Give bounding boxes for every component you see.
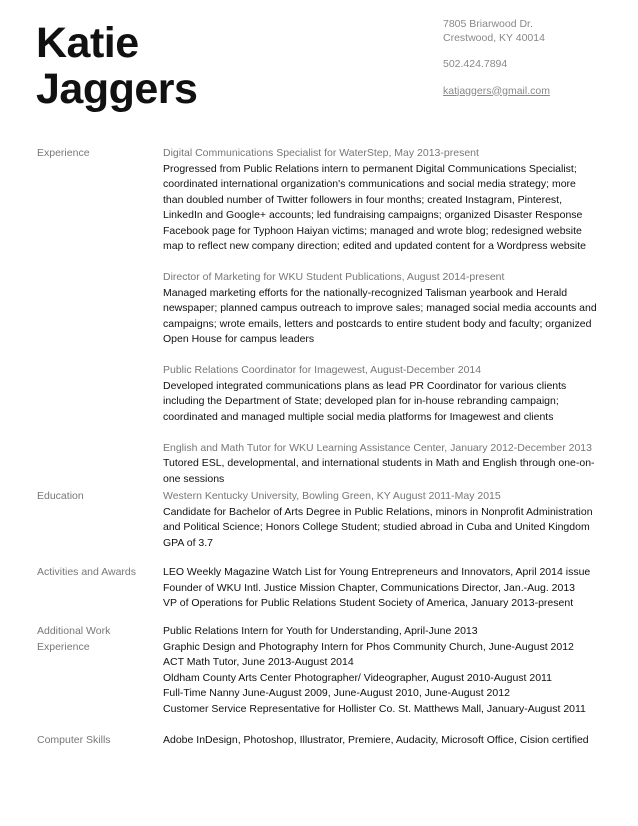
address-line-1: 7805 Briarwood Dr. [443, 18, 533, 30]
experience-content [163, 146, 608, 487]
entry-line: Facebook page for Typhoon Haiyan victims; managed and wrote blog; redesigned website [163, 224, 582, 237]
entry-line: newspaper; planned campus outreach to improve sales; managed social media accounts and [163, 302, 597, 314]
entry-line: Progressed from Public Relations intern to permanent Digital Communications Specialist; [163, 162, 577, 175]
work-line: Full-Time Nanny June-August 2009, June-August 2010, June-August 2012 [163, 687, 510, 699]
computer-skills-text: Adobe InDesign, Photoshop, Illustrator, Premiere, Audacity, Microsoft Office, Cision certified [163, 734, 589, 746]
work-line: Customer Service Representative for Hollister Co. St. Matthews Mall, January-August 2011 [163, 702, 586, 715]
activity-line: Founder of WKU Intl. Justice Mission Chapter, Communications Director, Jan.-Aug. 2013 [163, 581, 576, 594]
entry-line: one sessions [163, 472, 225, 485]
computer-skills-label: Computer Skills [37, 734, 111, 746]
entry-line: Open House for campus leaders [163, 333, 315, 345]
email-link[interactable]: katjaggers@gmail.com [443, 84, 550, 97]
entry-line: coordinated international organization's communications and social media strategy; more [163, 178, 576, 190]
activities-label: Activities and Awards [37, 566, 137, 578]
entry-heading: Digital Communications Specialist for WaterStep, May 2013-present [163, 147, 479, 159]
education-line: Candidate for Bachelor of Arts Degree in Public Relations, minors in Nonprofit Administration [163, 505, 593, 518]
entry-line: campaigns; wrote emails, letters and postcards to entire student body and faculty; organized [163, 317, 592, 330]
activity-line: VP of Operations for Public Relations Student Society of America, January 2013-present [163, 597, 574, 609]
additional-work-label-line-1: Additional Work [37, 625, 111, 637]
entry-line: coordinated and managed multiple social media platforms for Imagewest and clients [163, 410, 554, 423]
entry-line: including the Department of State; developed plan for in-house rebranding campaign; [163, 395, 559, 407]
additional-work-label-line-2: Experience [37, 640, 90, 653]
entry-line: map to reflect new company direction; edited and updated content for a Wordpress website [163, 240, 586, 252]
education-line: and Political Science; Honors College Student; studied abroad in Cuba and United Kingdom [163, 521, 590, 533]
phone-number: 502.424.7894 [443, 58, 508, 70]
experience-entry-student-publications [163, 270, 608, 348]
work-line: ACT Math Tutor, June 2013-August 2014 [163, 656, 354, 668]
additional-work-label [37, 624, 157, 655]
additional-work-content [163, 624, 608, 717]
entry-line: Developed integrated communications plans as lead PR Coordinator for various clients [163, 379, 567, 392]
last-name: Jaggers [36, 65, 198, 113]
experience-entry-tutor [163, 441, 608, 488]
education-label: Education [37, 490, 84, 502]
contact-block [443, 18, 550, 98]
activity-line: LEO Weekly Magazine Watch List for Young Entrepreneurs and Innovators, April 2014 issue [163, 566, 591, 578]
entry-heading: English and Math Tutor for WKU Learning Assistance Center, January 2012-December 2013 [163, 441, 592, 454]
education-line: GPA of 3.7 [163, 536, 214, 549]
entry-line: Managed marketing efforts for the nationally-recognized Talisman yearbook and Herald [163, 286, 568, 299]
entry-line: LinkedIn and Google+ accounts; led fundraising campaigns; organized Disaster Response [163, 209, 583, 221]
entry-heading: Public Relations Coordinator for Imagewest, August-December 2014 [163, 364, 482, 376]
address-line-2: Crestwood, KY 40014 [443, 31, 545, 44]
work-line: Graphic Design and Photography Intern for Phos Community Church, June-August 2012 [163, 640, 574, 653]
computer-skills-content [163, 733, 608, 749]
first-name: Katie [36, 19, 139, 67]
activities-content [163, 565, 608, 612]
resume-name [36, 20, 197, 112]
experience-entry-imagewest [163, 363, 608, 425]
experience-label: Experience [37, 147, 90, 159]
entry-line: Tutored ESL, developmental, and international students in Math and English through one-on- [163, 457, 595, 469]
entry-heading: Director of Marketing for WKU Student Publications, August 2014-present [163, 271, 505, 283]
education-content [163, 489, 608, 551]
work-line: Public Relations Intern for Youth for Understanding, April-June 2013 [163, 625, 478, 637]
experience-entry-waterstep [163, 146, 608, 255]
entry-line: than doubled number of Twitter followers in four months; created Instagram, Pinterest, [163, 193, 563, 206]
work-line: Oldham County Arts Center Photographer/ Videographer, August 2010-August 2011 [163, 671, 552, 684]
education-heading: Western Kentucky University, Bowling Green, KY August 2011-May 2015 [163, 490, 501, 502]
